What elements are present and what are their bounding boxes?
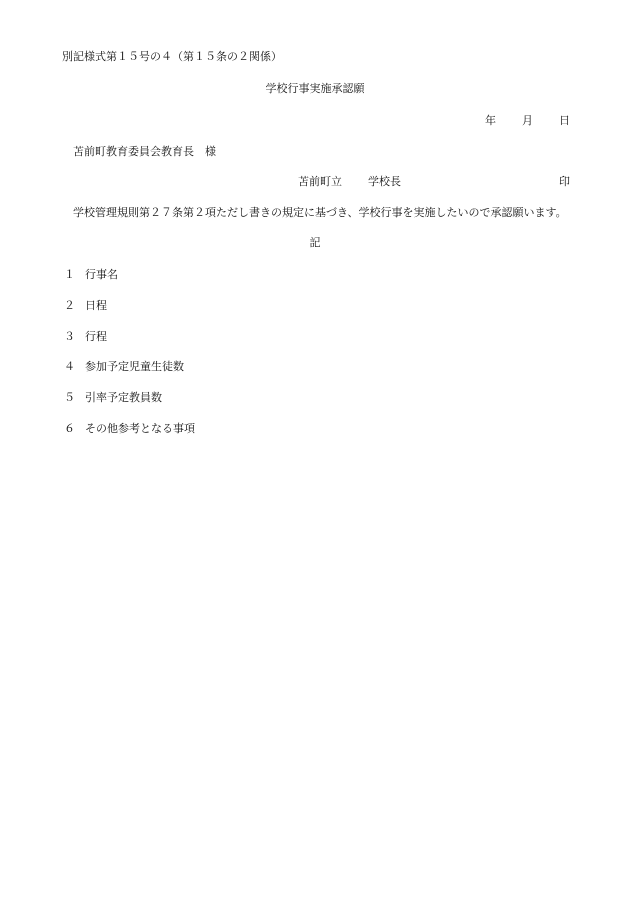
item-label: 引率予定教員数: [85, 391, 162, 404]
list-item: [64, 391, 162, 405]
seal-mark: 印: [559, 175, 570, 188]
body-paragraph: 学校管理規則第２７条第２項ただし書きの規定に基づき、学校行事を実施したいので承認願います。: [73, 206, 567, 219]
item-number: １: [64, 268, 75, 281]
item-label: 日程: [85, 299, 107, 312]
list-item: [64, 299, 107, 313]
item-label: その他参考となる事項: [85, 422, 195, 435]
item-label: 参加予定児童生徒数: [85, 360, 184, 373]
item-number: ６: [64, 422, 75, 435]
list-item: [64, 268, 118, 282]
list-item: [64, 360, 184, 374]
list-item: [64, 330, 107, 344]
year-label: 年: [485, 114, 496, 127]
principal-label: 学校長: [368, 175, 401, 188]
item-label: 行程: [85, 330, 107, 343]
item-number: ３: [64, 330, 75, 343]
signer-line: [298, 175, 570, 189]
month-label: 月: [522, 114, 533, 127]
day-label: 日: [559, 114, 570, 127]
item-label: 行事名: [85, 268, 118, 281]
addressee: 苫前町教育委員会教育長 様: [73, 145, 216, 158]
item-number: ４: [64, 360, 75, 373]
item-number: ５: [64, 391, 75, 404]
item-number: ２: [64, 299, 75, 312]
list-item: [64, 422, 195, 436]
school-label: 苫前町立: [298, 175, 342, 188]
form-reference: 別記様式第１５号の４（第１５条の２関係）: [62, 50, 282, 63]
ki-heading: 記: [309, 236, 321, 249]
document-title: 学校行事実施承認願: [265, 82, 365, 95]
date-line: [485, 114, 570, 128]
